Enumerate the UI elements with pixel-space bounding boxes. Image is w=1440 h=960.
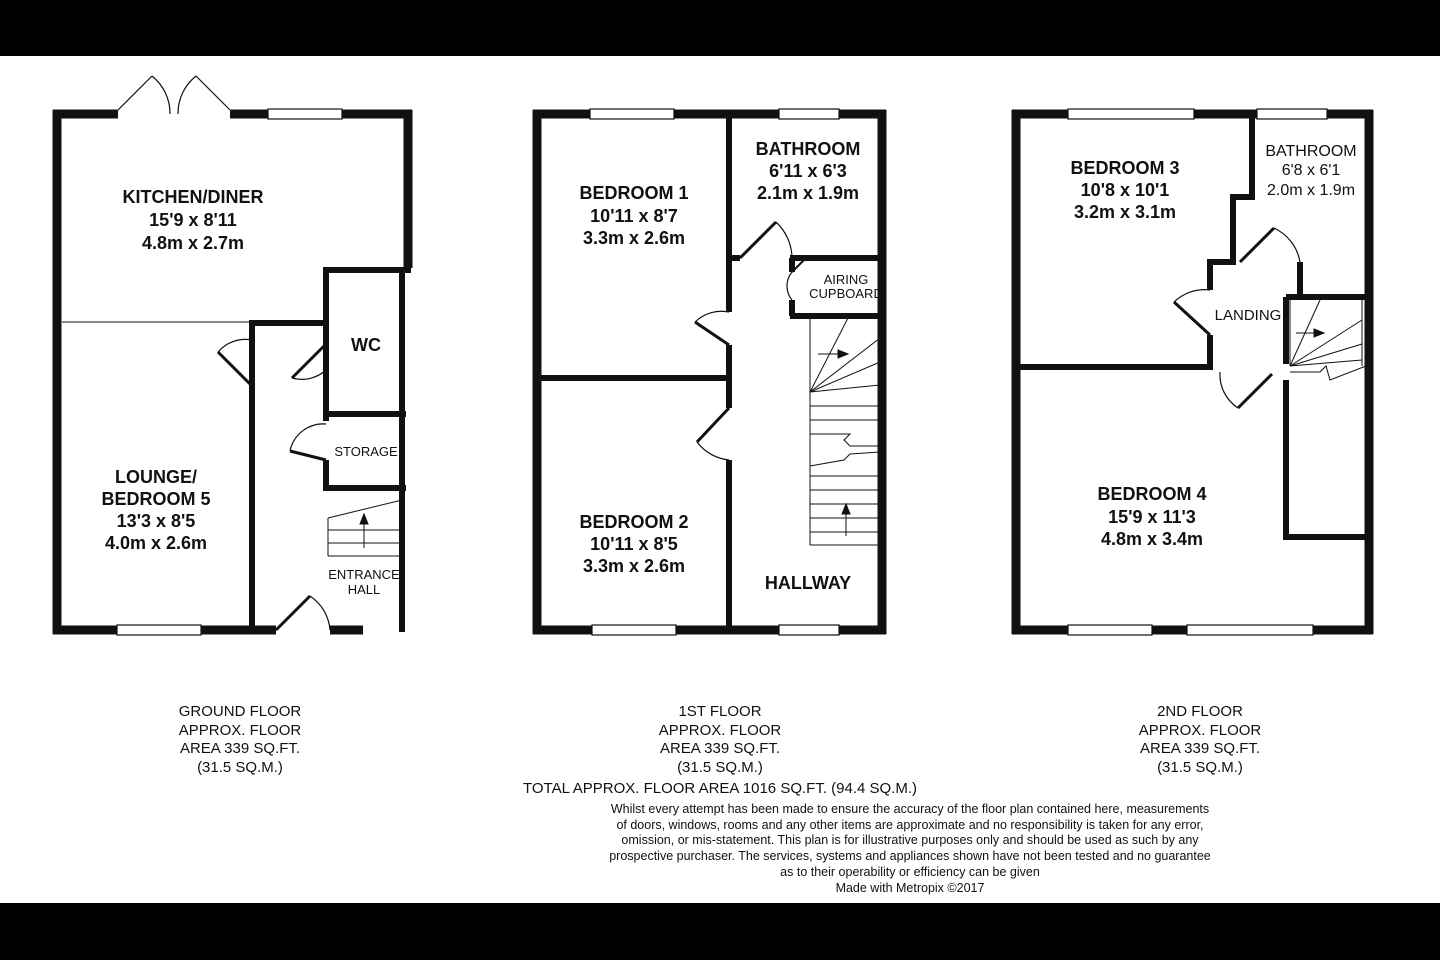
floor-plan-sheet — [0, 56, 1440, 903]
first-floor-caption-line: APPROX. FLOOR — [658, 721, 782, 739]
second-floor-caption-line: (31.5 SQ.M.) — [1157, 758, 1243, 776]
ground-floor-caption-line: GROUND FLOOR — [178, 703, 302, 720]
first-floor-caption — [590, 703, 850, 777]
ground-floor-doors — [218, 339, 330, 630]
lounge-metric: 4.0m x 2.6m — [104, 533, 208, 553]
disclaimer-text — [540, 802, 1280, 896]
bedroom2-metric: 3.3m x 2.6m — [582, 556, 686, 576]
kitchen-diner-name: KITCHEN/DINER — [122, 187, 264, 207]
bedroom2-imperial: 10'11 x 8'5 — [590, 534, 678, 554]
bedroom2-name: BEDROOM 2 — [579, 512, 689, 532]
second-bathroom-imperial: 6'8 x 6'1 — [1281, 162, 1341, 179]
ground-floor-caption — [110, 703, 370, 777]
airing-cupboard-label-line1: AIRING — [823, 272, 869, 287]
storage-label: STORAGE — [334, 444, 398, 459]
bedroom3-name: BEDROOM 3 — [1070, 158, 1180, 178]
disclaimer-line: omission, or mis-statement. This plan is for illustrative purposes only and should be used as such by any — [621, 833, 1199, 848]
bedroom4-imperial: 15'9 x 11'3 — [1108, 507, 1196, 527]
kitchen-diner-metric: 4.8m x 2.7m — [141, 233, 245, 253]
bedroom4-metric: 4.8m x 3.4m — [1100, 529, 1204, 549]
first-floor-caption-line: AREA 339 SQ.FT. — [659, 740, 781, 757]
ground-floor-caption-line: (31.5 SQ.M.) — [197, 758, 283, 776]
airing-cupboard-label-line2: CUPBOARD — [809, 286, 883, 301]
entrance-hall-label-line2: HALL — [347, 582, 381, 597]
bedroom1-metric: 3.3m x 2.6m — [582, 228, 686, 248]
entrance-hall-stairs — [328, 500, 402, 556]
bedroom1-name: BEDROOM 1 — [579, 183, 689, 203]
bedroom3-metric: 3.2m x 3.1m — [1073, 202, 1177, 222]
disclaimer-line: as to their operability or efficiency can be given — [780, 864, 1040, 879]
first-floor-caption-line: 1ST FLOOR — [678, 703, 762, 720]
bedroom1-imperial: 10'11 x 8'7 — [590, 206, 678, 226]
second-floor-caption-line: AREA 339 SQ.FT. — [1139, 740, 1261, 757]
kitchen-french-doors — [118, 76, 230, 119]
metropix-credit: Made with Metropix ©2017 — [835, 880, 985, 895]
second-floor-stairs — [1290, 300, 1366, 380]
ground-floor-caption-line: APPROX. FLOOR — [178, 721, 302, 739]
lounge-imperial: 13'3 x 8'5 — [116, 511, 196, 531]
total-floor-area: TOTAL APPROX. FLOOR AREA 1016 SQ.FT. (94.4 SQ.M.) — [522, 780, 918, 797]
second-bathroom-metric: 2.0m x 1.9m — [1266, 182, 1356, 199]
second-floor-caption — [1070, 703, 1330, 777]
second-floor-labels — [1070, 143, 1356, 549]
disclaimer-line: of doors, windows, rooms and any other items are approximate and no responsibility is taken for any error, — [616, 817, 1204, 832]
hallway-label: HALLWAY — [764, 573, 852, 593]
bedroom3-imperial: 10'8 x 10'1 — [1080, 180, 1170, 200]
landing-label: LANDING — [1214, 307, 1282, 324]
first-bathroom-imperial: 6'11 x 6'3 — [769, 161, 847, 181]
first-floor-stairs — [810, 318, 880, 545]
disclaimer-line: prospective purchaser. The services, systems and appliances shown have not been tested and no guarantee — [609, 849, 1211, 864]
second-floor-caption-line: APPROX. FLOOR — [1138, 721, 1262, 739]
first-bathroom-metric: 2.1m x 1.9m — [756, 183, 860, 203]
second-floor-caption-line: 2ND FLOOR — [1157, 703, 1243, 720]
ground-floor-caption-line: AREA 339 SQ.FT. — [179, 740, 301, 757]
second-bathroom-name: BATHROOM — [1265, 143, 1357, 160]
disclaimer-line: Whilst every attempt has been made to ensure the accuracy of the floor plan contained here, measurements — [610, 802, 1210, 816]
lounge-name-line2: BEDROOM 5 — [101, 489, 211, 509]
first-floor-doors — [695, 222, 806, 460]
entrance-hall-label-line1: ENTRANCE — [328, 567, 400, 582]
lounge-name-line1: LOUNGE/ — [114, 467, 198, 487]
wc-label: WC — [351, 335, 381, 355]
kitchen-diner-imperial: 15'9 x 8'11 — [149, 210, 237, 230]
first-bathroom-name: BATHROOM — [755, 139, 861, 159]
first-floor-caption-line: (31.5 SQ.M.) — [677, 758, 763, 776]
bedroom4-name: BEDROOM 4 — [1097, 484, 1207, 504]
